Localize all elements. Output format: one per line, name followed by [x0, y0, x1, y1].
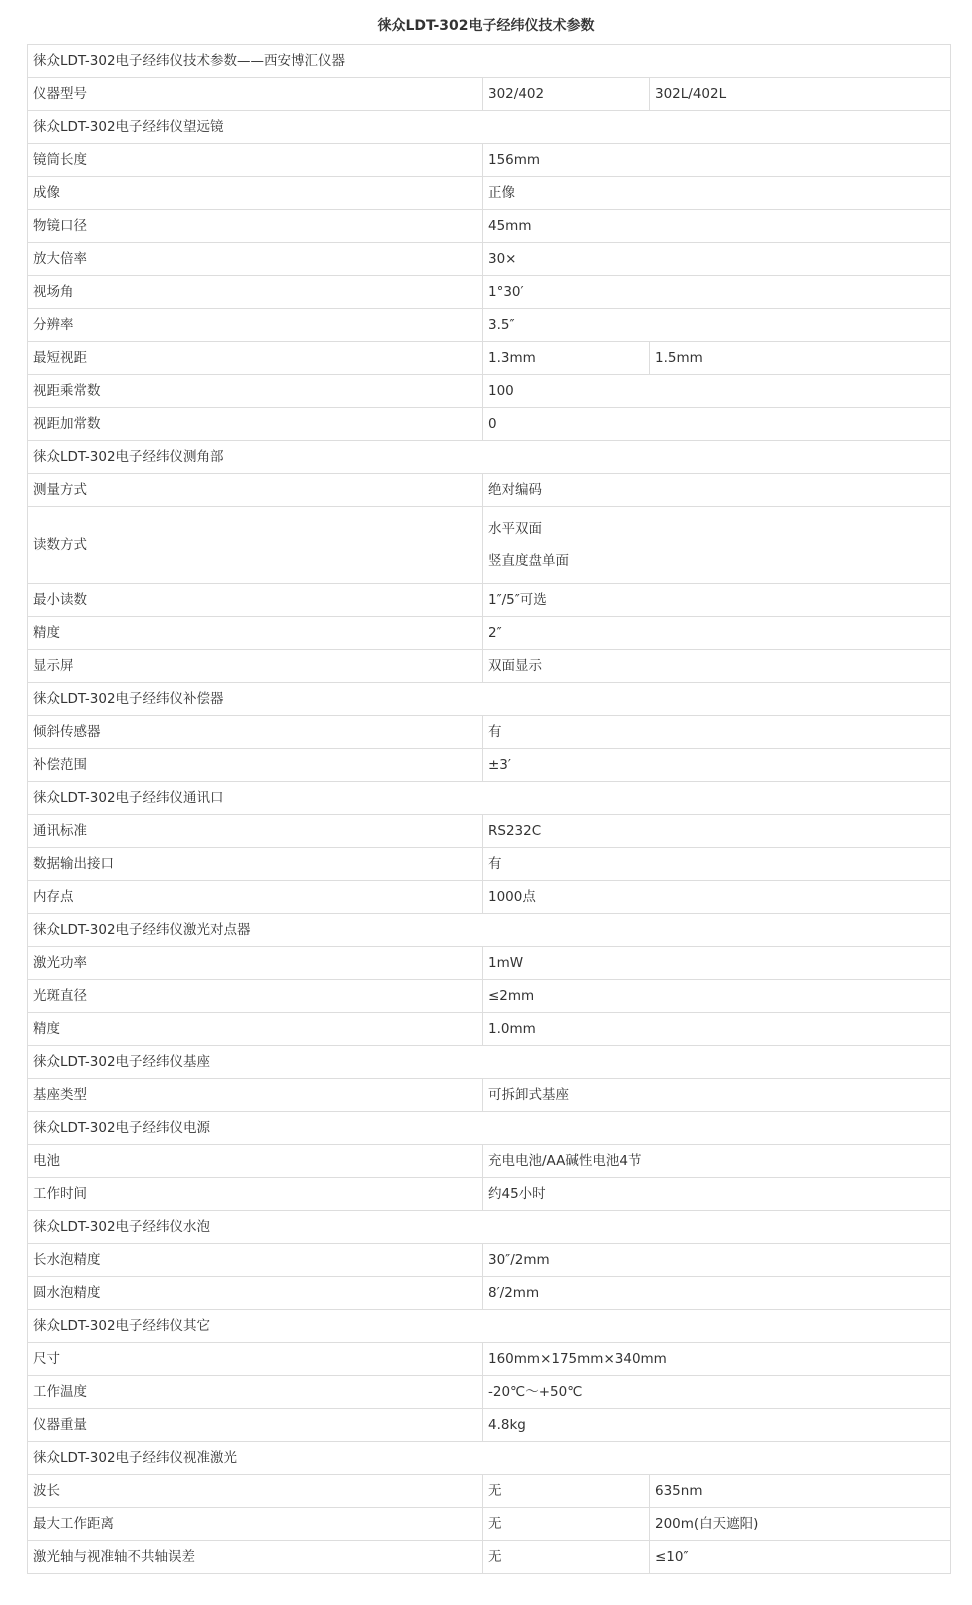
param-label: 显示屏 — [28, 650, 483, 683]
param-value-primary: 无 — [483, 1541, 650, 1574]
spec-table — [27, 44, 951, 1574]
param-value: 有 — [483, 716, 951, 749]
param-value-secondary: ≤10″ — [650, 1541, 951, 1574]
section-title: 徕众LDT-302电子经纬仪通讯口 — [28, 782, 951, 815]
spec-table-body — [28, 45, 951, 1574]
table-row — [28, 1145, 951, 1178]
section-title: 徕众LDT-302电子经纬仪测角部 — [28, 441, 951, 474]
param-value: 4.8kg — [483, 1409, 951, 1442]
section-title: 徕众LDT-302电子经纬仪视准激光 — [28, 1442, 951, 1475]
param-value-line: 水平双面 — [488, 521, 542, 537]
param-label: 成像 — [28, 177, 483, 210]
param-value: 1.0mm — [483, 1013, 951, 1046]
section-header-row — [28, 1442, 951, 1475]
param-value-secondary: 200m(白天遮阳) — [650, 1508, 951, 1541]
param-value: 绝对编码 — [483, 474, 951, 507]
param-value: 160mm×175mm×340mm — [483, 1343, 951, 1376]
page-title: 徕众LDT-302电子经纬仪技术参数 — [377, 18, 595, 34]
param-label: 分辨率 — [28, 309, 483, 342]
table-row — [28, 716, 951, 749]
section-header-row — [28, 1310, 951, 1343]
param-value-primary: 无 — [483, 1475, 650, 1508]
section-header-row — [28, 914, 951, 947]
param-value: 1mW — [483, 947, 951, 980]
param-value: 双面显示 — [483, 650, 951, 683]
param-value-secondary: 635nm — [650, 1475, 951, 1508]
param-value-primary: 1.3mm — [483, 342, 650, 375]
param-label: 激光轴与视准轴不共轴误差 — [28, 1541, 483, 1574]
param-value-secondary: 302L/402L — [650, 78, 951, 111]
param-value-secondary: 1.5mm — [650, 342, 951, 375]
table-row — [28, 507, 951, 584]
param-value: 2″ — [483, 617, 951, 650]
section-header-row — [28, 1211, 951, 1244]
param-value: 1″/5″可选 — [483, 584, 951, 617]
param-label: 电池 — [28, 1145, 483, 1178]
param-value: 30× — [483, 243, 951, 276]
table-row — [28, 342, 951, 375]
table-row — [28, 408, 951, 441]
section-title: 徕众LDT-302电子经纬仪望远镜 — [28, 111, 951, 144]
table-row — [28, 749, 951, 782]
param-label: 镜筒长度 — [28, 144, 483, 177]
param-label: 通讯标准 — [28, 815, 483, 848]
param-value: ≤2mm — [483, 980, 951, 1013]
param-label: 尺寸 — [28, 1343, 483, 1376]
table-row — [28, 276, 951, 309]
table-row — [28, 243, 951, 276]
table-row — [28, 1013, 951, 1046]
table-row — [28, 210, 951, 243]
param-value-line: 竖直度盘单面 — [488, 553, 569, 569]
table-row — [28, 1343, 951, 1376]
param-label: 基座类型 — [28, 1079, 483, 1112]
param-value: 有 — [483, 848, 951, 881]
param-value: 1000点 — [483, 881, 951, 914]
param-label: 工作温度 — [28, 1376, 483, 1409]
table-row — [28, 1079, 951, 1112]
param-value — [483, 507, 951, 584]
param-value-primary: 302/402 — [483, 78, 650, 111]
table-row — [28, 815, 951, 848]
section-header-row — [28, 45, 951, 78]
section-title: 徕众LDT-302电子经纬仪基座 — [28, 1046, 951, 1079]
param-label: 数据输出接口 — [28, 848, 483, 881]
param-label: 视距加常数 — [28, 408, 483, 441]
section-header-row — [28, 441, 951, 474]
param-value: 8′/2mm — [483, 1277, 951, 1310]
param-label: 补偿范围 — [28, 749, 483, 782]
param-label: 视距乘常数 — [28, 375, 483, 408]
section-title: 徕众LDT-302电子经纬仪激光对点器 — [28, 914, 951, 947]
table-row — [28, 1541, 951, 1574]
param-label: 读数方式 — [28, 507, 483, 584]
param-value: 充电电池/AA碱性电池4节 — [483, 1145, 951, 1178]
param-value: 约45小时 — [483, 1178, 951, 1211]
param-value: 3.5″ — [483, 309, 951, 342]
table-row — [28, 474, 951, 507]
table-row — [28, 980, 951, 1013]
param-label: 最大工作距离 — [28, 1508, 483, 1541]
param-label: 仪器型号 — [28, 78, 483, 111]
param-label: 激光功率 — [28, 947, 483, 980]
param-label: 精度 — [28, 1013, 483, 1046]
section-title: 徕众LDT-302电子经纬仪其它 — [28, 1310, 951, 1343]
table-row — [28, 584, 951, 617]
table-row — [28, 177, 951, 210]
param-label: 视场角 — [28, 276, 483, 309]
section-header-row — [28, 782, 951, 815]
section-title: 徕众LDT-302电子经纬仪技术参数——西安博汇仪器 — [28, 45, 951, 78]
param-label: 波长 — [28, 1475, 483, 1508]
table-row — [28, 1376, 951, 1409]
table-row — [28, 309, 951, 342]
section-title: 徕众LDT-302电子经纬仪补偿器 — [28, 683, 951, 716]
table-row — [28, 1277, 951, 1310]
param-label: 最小读数 — [28, 584, 483, 617]
table-row — [28, 1409, 951, 1442]
param-label: 精度 — [28, 617, 483, 650]
section-title: 徕众LDT-302电子经纬仪电源 — [28, 1112, 951, 1145]
param-value: RS232C — [483, 815, 951, 848]
table-row — [28, 78, 951, 111]
section-header-row — [28, 1112, 951, 1145]
param-value: -20℃～+50℃ — [483, 1376, 951, 1409]
param-value: 正像 — [483, 177, 951, 210]
section-header-row — [28, 1046, 951, 1079]
table-row — [28, 848, 951, 881]
section-header-row — [28, 683, 951, 716]
table-row — [28, 1508, 951, 1541]
table-row — [28, 650, 951, 683]
param-value: 0 — [483, 408, 951, 441]
table-row — [28, 1475, 951, 1508]
param-label: 测量方式 — [28, 474, 483, 507]
param-label: 最短视距 — [28, 342, 483, 375]
section-header-row — [28, 111, 951, 144]
table-row — [28, 375, 951, 408]
table-row — [28, 617, 951, 650]
param-value-primary: 无 — [483, 1508, 650, 1541]
param-label: 内存点 — [28, 881, 483, 914]
section-title: 徕众LDT-302电子经纬仪水泡 — [28, 1211, 951, 1244]
param-value: 100 — [483, 375, 951, 408]
param-label: 光斑直径 — [28, 980, 483, 1013]
param-value: 1°30′ — [483, 276, 951, 309]
param-value: ±3′ — [483, 749, 951, 782]
param-value: 156mm — [483, 144, 951, 177]
table-row — [28, 1178, 951, 1211]
param-value: 30″/2mm — [483, 1244, 951, 1277]
param-label: 放大倍率 — [28, 243, 483, 276]
param-value: 45mm — [483, 210, 951, 243]
table-row — [28, 1244, 951, 1277]
param-label: 圆水泡精度 — [28, 1277, 483, 1310]
param-label: 仪器重量 — [28, 1409, 483, 1442]
param-label: 工作时间 — [28, 1178, 483, 1211]
param-label: 长水泡精度 — [28, 1244, 483, 1277]
table-row — [28, 144, 951, 177]
param-label: 物镜口径 — [28, 210, 483, 243]
table-row — [28, 881, 951, 914]
param-label: 倾斜传感器 — [28, 716, 483, 749]
param-value: 可拆卸式基座 — [483, 1079, 951, 1112]
table-row — [28, 947, 951, 980]
